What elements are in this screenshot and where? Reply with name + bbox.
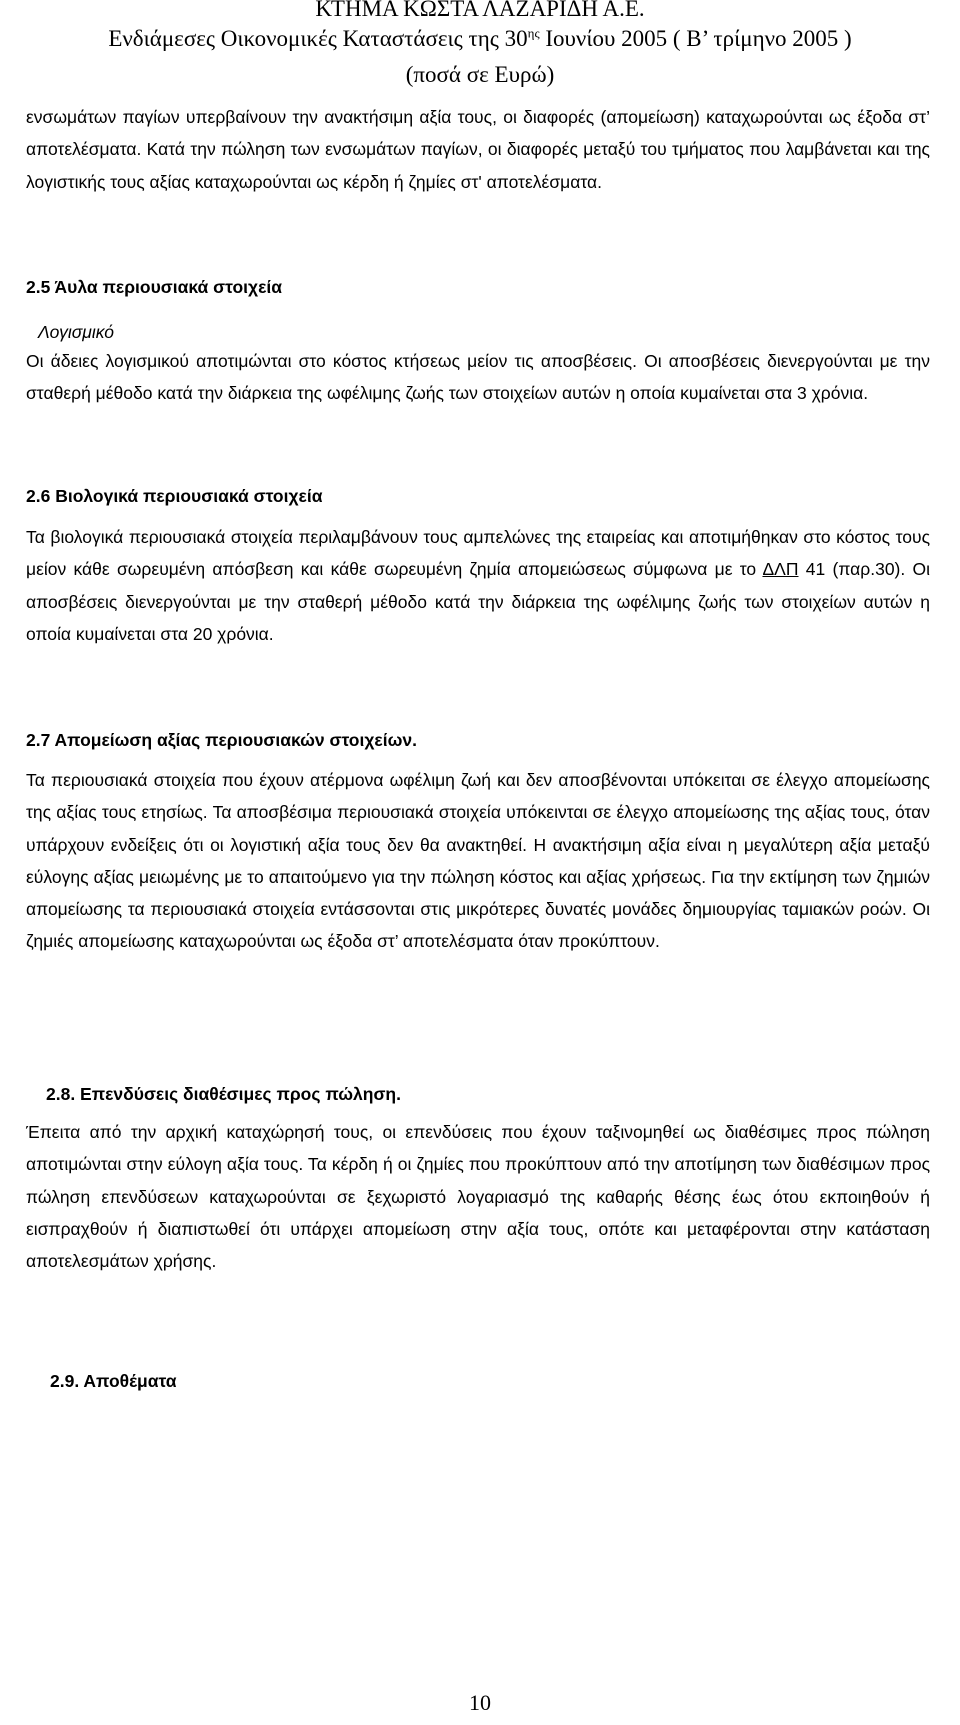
subtitle-text-start: Ενδιάμεσες Οικονομικές Καταστάσεις της 30 [108,26,528,51]
page-number: 10 [469,1690,491,1715]
software-paragraph: Οι άδειες λογισμικού αποτιμώνται στο κόστος κτήσεως μείον τις αποσβέσεις. Οι αποσβέσεις διενεργούνται με την σταθερή μέθοδο κατά την διάρκεια της ωφέλιμης ζωής των στοιχείων αυτών η οποία κυμαίνεται στα 3 χρόνια. [26,351,930,404]
biological-text-start: Τα βιολογικά περιουσιακά στοιχεία περιλαμβάνουν τους αμπελώνες της εταιρείας και αποτιμήθηκαν στο κόστος τους μείον κάθε σωρευμένη απόσβεση και κάθε σωρευμένη ζημία απομειώσεως σύμφωνα με το [26,527,930,580]
biological-assets-paragraph [26,521,930,650]
ias-link[interactable]: ΔΛΠ [762,559,799,580]
company-name: ΚΤΗΜΑ ΚΩΣΤΑ ΛΑΖΑΡΙΔΗ Α.Ε. [315,0,645,21]
section-2-7-heading: 2.7 Απομείωση αξίας περιουσιακών στοιχείων. [26,730,417,750]
subtitle-text-end: Ιουνίου 2005 ( Β’ τρίμηνο 2005 ) [539,26,852,51]
currency-note: (ποσά σε Ευρώ) [405,62,555,87]
investments-paragraph: Έπειτα από την αρχική καταχώρησή τους, οι επενδύσεις που έχουν ταξινομηθεί ως διαθέσιμες προς πώληση αποτιμώνται στην εύλογη αξία τους. Τα κέρδη ή οι ζημίες που προκύπτουν από την αποτίμηση των διαθέσιμων προς πώληση επενδύσεων καταχωρούνται σε ξεχωριστό λογαριασμό της καθαρής θέσης έως ότου εκποιηθούν ή εισπραχθούν ή διαπιστωθεί ότι υπάρχει απομείωση στην αξία τους, οπότε και μεταφέρονται στην κατάσταση αποτελεσμάτων χρήσης. [26,1122,930,1272]
impairment-paragraph: Τα περιουσιακά στοιχεία που έχουν ατέρμονα ωφέλιμη ζωή και δεν αποσβένονται υπόκειται σε έλεγχο απομείωσης της αξίας τους ετησίως. Τα αποσβέσιμα περιουσιακά στοιχεία υπόκεινται σε έλεγχο απομείωσης της αξίας τους, όταν υπάρχουν ενδείξεις ότι οι λογιστική αξία τους δεν θα ανακτηθεί. Η ανακτήσιμη αξία είναι η μεγαλύτερη αξία μεταξύ εύλογης αξίας μειωμένης με το απαιτούμενο για την πώληση κόστος και αξίας χρήσεως. Για την εκτίμηση των ζημιών απομείωσης τα περιουσιακά στοιχεία εντάσσονται στις μικρότερες δυνατές μονάδες δημιουργίας ταμιακών ροών. Οι ζημιές απομείωσης καταχωρούνται ως έξοδα στ’ αποτελέσματα όταν προκύπτουν. [26,770,930,952]
software-subheading: Λογισμικό [38,322,115,342]
report-subtitle [0,26,960,52]
ordinal-suffix: ης [527,25,540,41]
section-2-9-heading: 2.9. Αποθέματα [50,1371,177,1391]
section-2-8-heading: 2.8. Επενδύσεις διαθέσιμες προς πώληση. [46,1084,401,1104]
biological-text-end: 41 (παρ.30). Οι αποσβέσεις διενεργούνται με την σταθερή μέθοδο κατά την διάρκεια της ωφέλιμης ζωής των στοιχείων αυτών η οποία κυμαίνεται στα 20 χρόνια. [26,559,931,644]
intro-paragraph: ενσωμάτων παγίων υπερβαίνουν την ανακτήσιμη αξία τους, οι διαφορές (απομείωση) καταχωρούνται ως έξοδα στ’ αποτελέσματα. Κατά την πώληση των ενσωμάτων παγίων, οι διαφορές μεταξύ του τμήματος που λαμβάνεται και της λογιστικής τους αξίας καταχωρούνται ως κέρδη ή ζημίες στ' αποτελέσματα. [26,107,930,192]
section-2-6-heading: 2.6 Βιολογικά περιουσιακά στοιχεία [26,486,323,506]
section-2-5-heading: 2.5 Άυλα περιουσιακά στοιχεία [26,277,283,297]
